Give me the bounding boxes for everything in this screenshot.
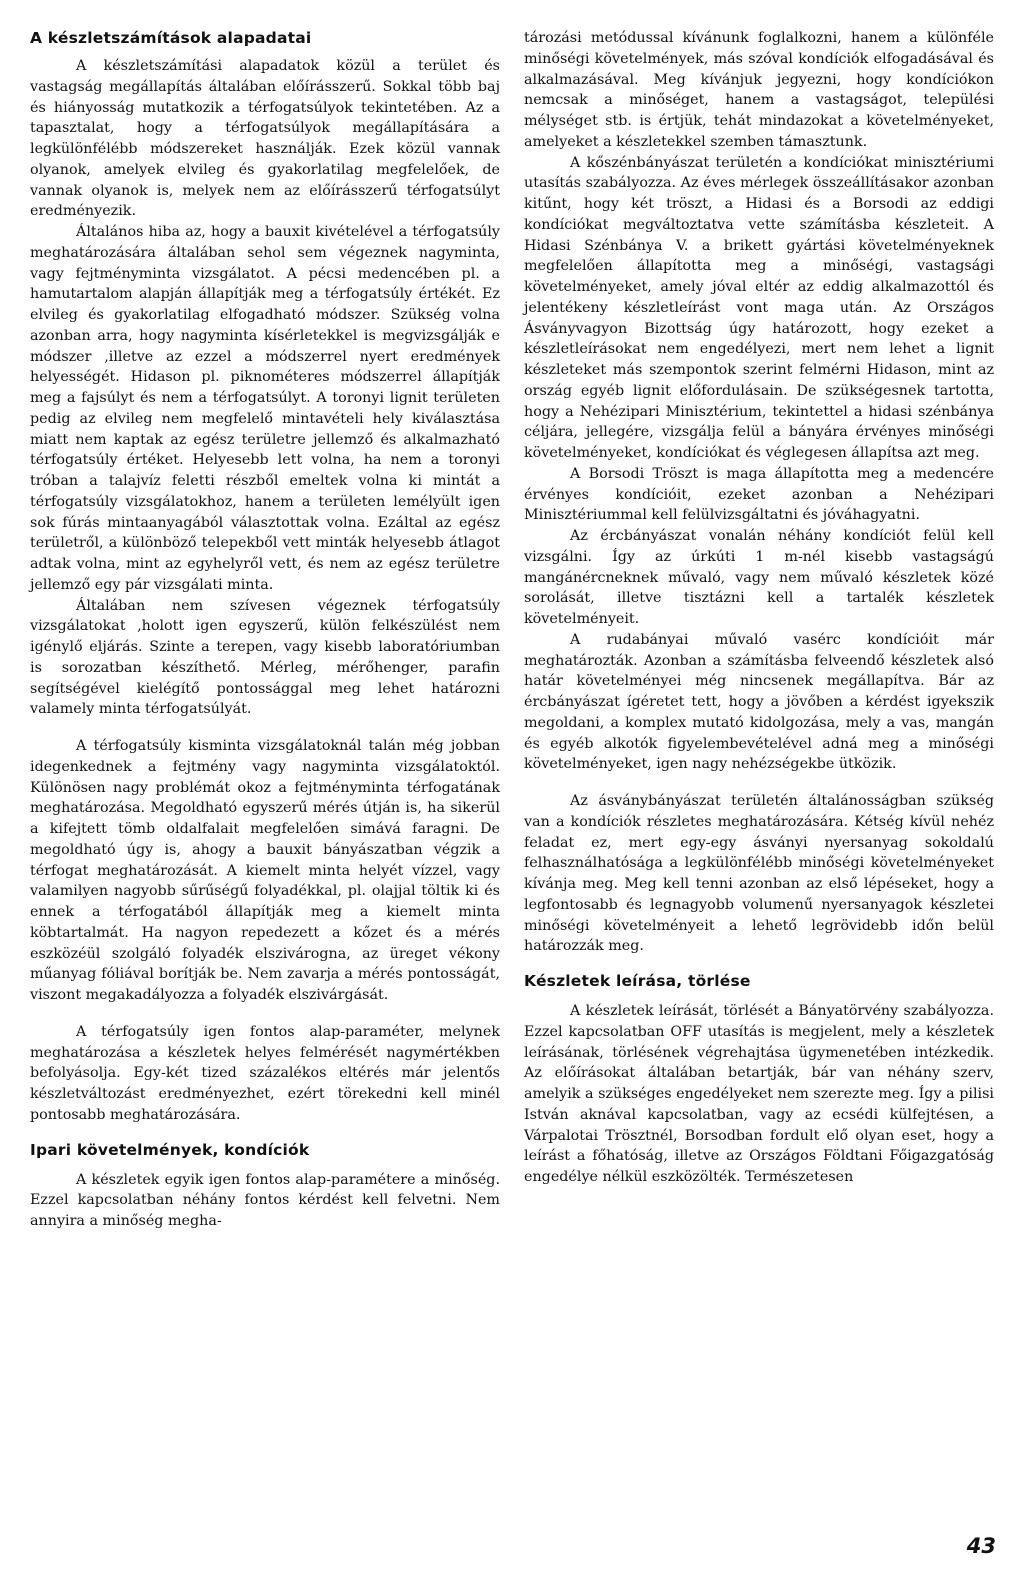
section-heading-ipari-kovetelmenyek: Ipari követelmények, kondíciók [30, 1140, 310, 1159]
section-heading-keszletszamitasok: A készletszámítások alapadatai [30, 29, 312, 47]
paragraph: A térfogatsúly kisminta vizsgálatoknál talán még jobban idegenkednek a fejtmény vagy nagyminta vizsgálatoktól. Különösen nagy problémát okoz a fejtményminta térfogatának meghatározása. Megoldható egyszerű mérés útján is, ha sikerül a kifejtett tömb oldalfalait megfelelően simává faragni. De megoldható úgy is, ahogy a bauxit bányászatban végzik a térfogat meghatározását. A kiemelt minta helyét vízzel, vagy valamilyen nagyobb sűrűségű folyadékkal, pl. olajjal töltik ki és ennek a térfogatából állapítják meg a kiemelt minta köbtartalmát. Ha nagyon repedezett a kőzet és a mérés eszközéül szolgáló folyadék elszivárogna, az üreget vékony műanyag fóliával borítják be. Nem zavarja a mérés pontosságát, viszont megakadályozza a folyadék elszivárgását. [30, 738, 500, 1003]
paragraph: Az ásványbányászat területén általánosságban szükség van a kondíciók részletes meghatározására. Kétség kívül nehéz feladat ez, mert egy-egy ásványi nyersanyag sokoldalú felhasználhatósága a legkülönfélébb minőségi követelményeket kívánja meg. Meg kell tenni azonban az első lépéseket, hogy a legfontosabb és legnagyobb volumenű nyersanyagok készletei minőségi követelményeit a lehető legrövidebb időn belül határozzák meg. [524, 793, 994, 955]
right-column [524, 28, 994, 1188]
paragraph: Általában nem szívesen végeznek térfogatsúly vizsgálatokat ,holott igen egyszerű, külön felkészülést nem igénylő eljárás. Szinte a terepen, vagy kisebb laboratóriumban is sorozatban készíthető. Mérleg, mérőhenger, parafin segítségével kielégítő pontossággal meg lehet határozni valamely minta térfogatsúlyát. [30, 597, 500, 718]
paragraph-continued: tározási metódussal kívánunk foglalkozni, hanem a különféle minőségi követelmények, más szóval kondíciók elfogadásával és alkalmazásával. Meg kívánjuk jegyezni, hogy kondíciókon nemcsak a minőséget, hanem a vastagságot, települési mélységet stb. is értjük, tehát mindazokat a követelményeket, amelyeket a készletekkel szemben támasztunk. [524, 30, 994, 150]
section-heading-keszletek-leirasa: Készletek leírása, törlése [524, 972, 751, 990]
paragraph: A térfogatsúly igen fontos alap-paraméter, melynek meghatározása a készletek helyes felmérését nagymértékben befolyásolja. Egy-két tized százalékos eltérés már jelentős készletváltozást eredményezhet, ezért törekedni kell minél pontosabb meghatározására. [30, 1023, 500, 1123]
paragraph: Általános hiba az, hogy a bauxit kivételével a térfogatsúly meghatározására általában sehol sem végeznek nagyminta, vagy fejtményminta vizsgálatot. A pécsi medencében pl. a hamutartalom alapján állapítják meg a térfogatsúly értékét. Ez elvileg és gyakorlatilag elfogadható módszer. Szükség volna azonban arra, hogy nagyminta kísérletekkel is megvizsgálják e módszer ,illetve az ezzel a módszerrel nyert eredmények helyességét. Hidason pl. piknométeres módszerrel állapítják meg a fajsúlyt és nem a térfogatsúlyt. A toronyi lignit területen pedig az elvileg nem megfelelő mintavételi hely kiválasztása miatt nem kaptak az egész területre jellemző és alkalmazható térfogatsúly értéket. Helyesebb lett volna, ha nem a toronyi tróban a talajvíz feletti részből emeltek volna ki mintát a térfogatsúly vizsgálatokhoz, hanem a területen lemélyült igen sok fúrás mintaanyagából választottak volna. Ezáltal az egész területről, a különböző telepekből vett minták helyesebb átlagot adtak volna, mint az egyhelyről vett, és nem az egész területre jellemző egy pár vizsgálati minta. [30, 224, 500, 593]
paragraph: A kőszénbányászat területén a kondíciókat minisztériumi utasítás szabályozza. Az éves mérlegek összeállításakor azonban kitűnt, hogy két tröszt, a Hidasi és a Borsodi az eddigi kondíciókat megváltoztatva vette számításba készleteit. A Hidasi Szénbánya V. a brikett gyártási követelményeknek megfelelően állapította meg a minőségi, vastagsági követelményeket, amely jóval eltér az eddig alkalmazottól és jelentékeny készletleírást vont maga után. Az Országos Ásványvagyon Bizottság úgy határozott, hogy ezeket a készletleírásokat nem engedélyezi, mert nem lehet a lignit készleteket más szempontok szerint felmérni Hidason, mint az ország egyéb lignit előfordulásain. De szükségesnek tartotta, hogy a Nehézipari Minisztérium, tekintettel a hidasi szénbánya céljára, jellegére, vizsgálja felül a bányára érvényes minőségi követelményeket, kondíciókat és véglegesen állapítsa azt meg. [524, 154, 994, 461]
paragraph: Az ércbányászat vonalán néhány kondíciót felül kell vizsgálni. Így az úrkúti 1 m-nél kisebb vastagságú mangánércneknek művaló, vagy nem művaló készletek közé sorolását, illetve tisztázni kell a tartalék készletek követelményeit. [524, 528, 994, 627]
paragraph: A készletek egyik igen fontos alap-paramétere a minőség. Ezzel kapcsolatban néhány fontos kérdést kell felvetni. Nem annyira a minőség megha- [30, 1171, 500, 1229]
paragraph: A Borsodi Tröszt is maga állapította meg a medencére érvényes kondícióit, ezeket azonban a Nehézipari Minisztériummal kell felülvizsgáltatni és jóváhagyatni. [524, 465, 994, 524]
page-number: 43 [966, 1534, 996, 1558]
left-column [30, 28, 500, 1232]
paragraph: A rudabányai művaló vasérc kondícióit már meghatározták. Azonban a számításba felveendő készletek alsó határ követelményei még nincsenek megállapítva. Bár az ércbányászat ígéretet tett, hogy a jövőben a kérdést igyekszik megoldani, a komplex mutató kidolgozása, mely a vas, mangán és egyéb alkotók figyelembevételével adná meg a minőségi követelményeket, igen nagy nehézségekbe ütközik. [524, 631, 994, 773]
paragraph: A készletszámítási alapadatok közül a terület és vastagság megállapítás általában előírásszerű. Sokkal több baj és hiányosság mutatkozik a térfogatsúlyok tekintetében. Az a tapasztalat, hogy a térfogatsúlyok megállapítására a legkülönfélébb módszereket használják. Ezek közül vannak olyanok, amelyek elvileg és gyakorlatilag megfelelőek, de vannak olyanok is, melyek nem az előírásszerű térfogatsúlyt eredményezik. [30, 58, 500, 220]
paragraph: A készletek leírását, törlését a Bányatörvény szabályozza. Ezzel kapcsolatban OFF utasítás is megjelent, mely a készletek leírásának, törlésének végrehajtása ügymenetében intézkedik. Az előírásokat általában betartják, bár van néhány szerv, amelyik a szükséges engedélyeket nem szerezte meg. Így a pilisi István aknával kapcsolatban, vagy az ecsédi külfejtésen, a Várpalotai Trösztnél, Borsodban fordult elő olyan eset, hogy a leírást a főhatóság, illetve az Országos Földtani Főigazgatóság engedélye nélkül eszközölték. Természetesen [524, 1003, 994, 1185]
